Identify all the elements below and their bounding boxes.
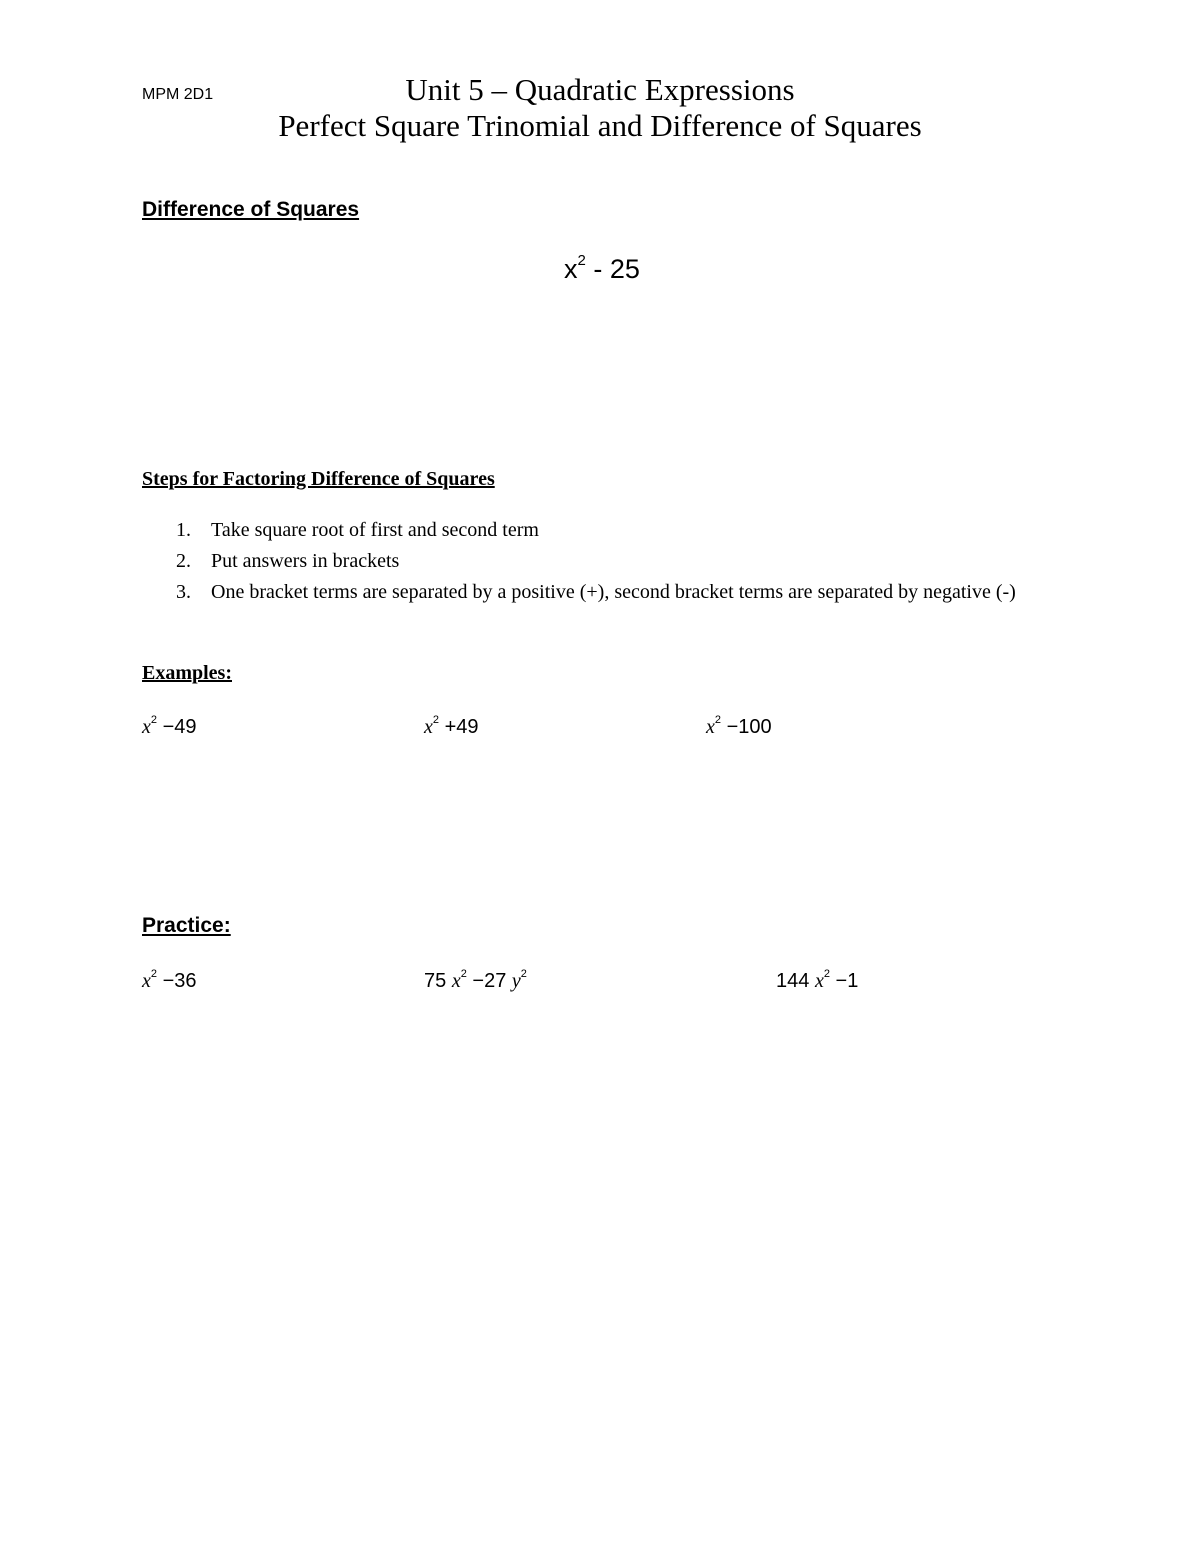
- exponent: 2: [714, 714, 722, 727]
- page-subtitle: Perfect Square Trinomial and Difference of Squares: [278, 108, 922, 143]
- steps-heading: Steps for Factoring Difference of Squares: [142, 468, 495, 490]
- unit-title: Unit 5 – Quadratic Expressions: [405, 72, 795, 107]
- exponent: 2: [520, 968, 527, 981]
- coefficient: 75: [424, 970, 447, 992]
- practice-problem-2: [424, 970, 527, 993]
- operator: +: [444, 716, 457, 738]
- step-number: 1.: [176, 519, 191, 541]
- exponent: 2: [823, 968, 830, 981]
- difference-example-expression: [564, 254, 640, 285]
- constant: 36: [174, 970, 197, 992]
- practice-problem-1: [142, 970, 197, 993]
- operator: −: [162, 970, 175, 992]
- practice-problem-3: [776, 970, 858, 993]
- step-text: Take square root of first and second term: [211, 519, 539, 541]
- operator: −: [472, 970, 485, 992]
- example-problem-1: [142, 716, 197, 739]
- variable: x: [814, 970, 824, 992]
- steps-list: [142, 515, 1082, 608]
- variable: y: [511, 970, 521, 992]
- variable: x: [142, 716, 151, 738]
- exponent: 2: [460, 968, 467, 981]
- variable: x: [706, 716, 715, 738]
- exponent: 2: [150, 714, 158, 727]
- example-problem-2: [424, 716, 479, 739]
- difference-of-squares-heading: Difference of Squares: [142, 198, 360, 221]
- variable: x: [142, 970, 151, 992]
- list-item: [142, 515, 1082, 546]
- step-number: 2.: [176, 550, 191, 572]
- constant: 100: [738, 716, 772, 738]
- coefficient: 27: [484, 970, 507, 992]
- coefficient: 144: [776, 970, 810, 992]
- constant: 1: [847, 970, 859, 992]
- list-item: [142, 546, 1082, 577]
- step-text: Put answers in brackets: [211, 550, 400, 572]
- course-code: MPM 2D1: [142, 86, 214, 103]
- operator: −: [726, 716, 739, 738]
- step-number: 3.: [176, 581, 191, 603]
- practice-heading: Practice:: [142, 914, 231, 937]
- example-problem-3: [706, 716, 772, 739]
- list-item: [142, 577, 1082, 608]
- exponent: 2: [150, 968, 158, 981]
- step-text: One bracket terms are separated by a positive (+), second bracket terms are separated by negative (-): [211, 581, 1016, 603]
- operator: −: [162, 716, 175, 738]
- variable: x: [424, 716, 433, 738]
- constant: 49: [174, 716, 197, 738]
- expression-rest: - 25: [585, 254, 640, 284]
- operator: −: [835, 970, 848, 992]
- constant: 49: [456, 716, 479, 738]
- variable: x: [451, 970, 461, 992]
- expression-base: x: [564, 254, 578, 284]
- expression-exponent: 2: [577, 252, 586, 269]
- exponent: 2: [432, 714, 440, 727]
- examples-heading: Examples:: [142, 662, 232, 684]
